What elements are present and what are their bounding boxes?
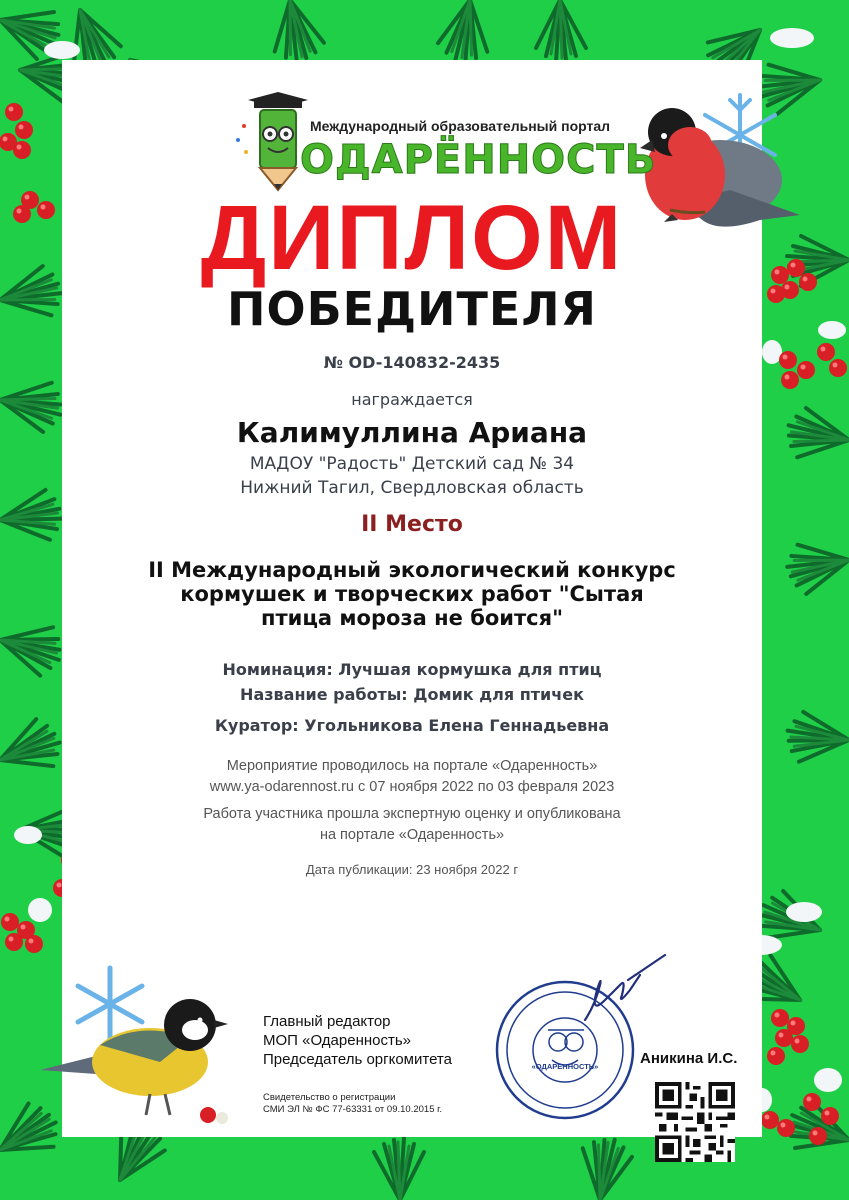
- diploma-number: № OD-140832-2435: [323, 353, 501, 372]
- work-title: Название работы: Домик для птичек: [240, 685, 584, 704]
- portal-line: Международный образовательный портал: [310, 118, 611, 134]
- publication-date: Дата публикации: 23 ноября 2022 г: [305, 862, 519, 877]
- editor-line-3: Председатель оргкомитета: [263, 1051, 452, 1068]
- org-line-2: Нижний Тагил, Свердловская область: [240, 478, 584, 498]
- info-line-1: Мероприятие проводилось на портале «Одаренность»: [226, 758, 598, 774]
- diploma-subtitle: ПОБЕДИТЕЛЯ: [227, 282, 597, 336]
- stamp-center-text: «ОДАРЕННОСТЬ»: [531, 1062, 599, 1071]
- qr-code-icon[interactable]: [655, 1082, 735, 1162]
- awarded-label: награждается: [351, 390, 473, 409]
- reg-line-1: Свидетельство о регистрации: [263, 1092, 396, 1103]
- info-line-2: www.ya-odarennost.ru с 07 ноября 2022 по 03 февраля 2023: [209, 779, 615, 795]
- signer-name: Аникина И.С.: [640, 1050, 738, 1067]
- contest-line-2: кормушек и творческих работ "Сытая: [180, 582, 644, 606]
- editor-line-1: Главный редактор: [263, 1013, 391, 1030]
- place-label: II Место: [361, 512, 463, 537]
- recipient-name: Калимуллина Ариана: [236, 416, 588, 449]
- brand-logo-text: ОДАРЁННОСТЬ: [300, 137, 657, 183]
- contest-title: [112, 558, 712, 630]
- contest-line-3: птица мороза не боится": [260, 606, 564, 630]
- info-line-3: Работа участника прошла экспертную оценку и опубликована: [203, 806, 621, 822]
- reg-line-2: СМИ ЭЛ № ФС 77-63331 от 09.10.2015 г.: [263, 1104, 443, 1115]
- curator: Куратор: Угольникова Елена Геннадьевна: [214, 716, 610, 735]
- recipient-organization: [62, 452, 762, 500]
- editor-block: [263, 1012, 452, 1069]
- event-info: [62, 756, 762, 846]
- editor-line-2: МОП «Одаренность»: [263, 1032, 412, 1049]
- org-line-1: МАДОУ "Радость" Детский сад № 34: [249, 454, 575, 474]
- nomination: Номинация: Лучшая кормушка для птиц: [222, 660, 602, 679]
- registration-info: [263, 1092, 442, 1116]
- info-line-4: на портале «Одаренность»: [319, 827, 505, 843]
- diploma-title: ДИПЛОМ: [200, 187, 624, 289]
- contest-line-1: II Международный экологический конкурс: [148, 558, 676, 582]
